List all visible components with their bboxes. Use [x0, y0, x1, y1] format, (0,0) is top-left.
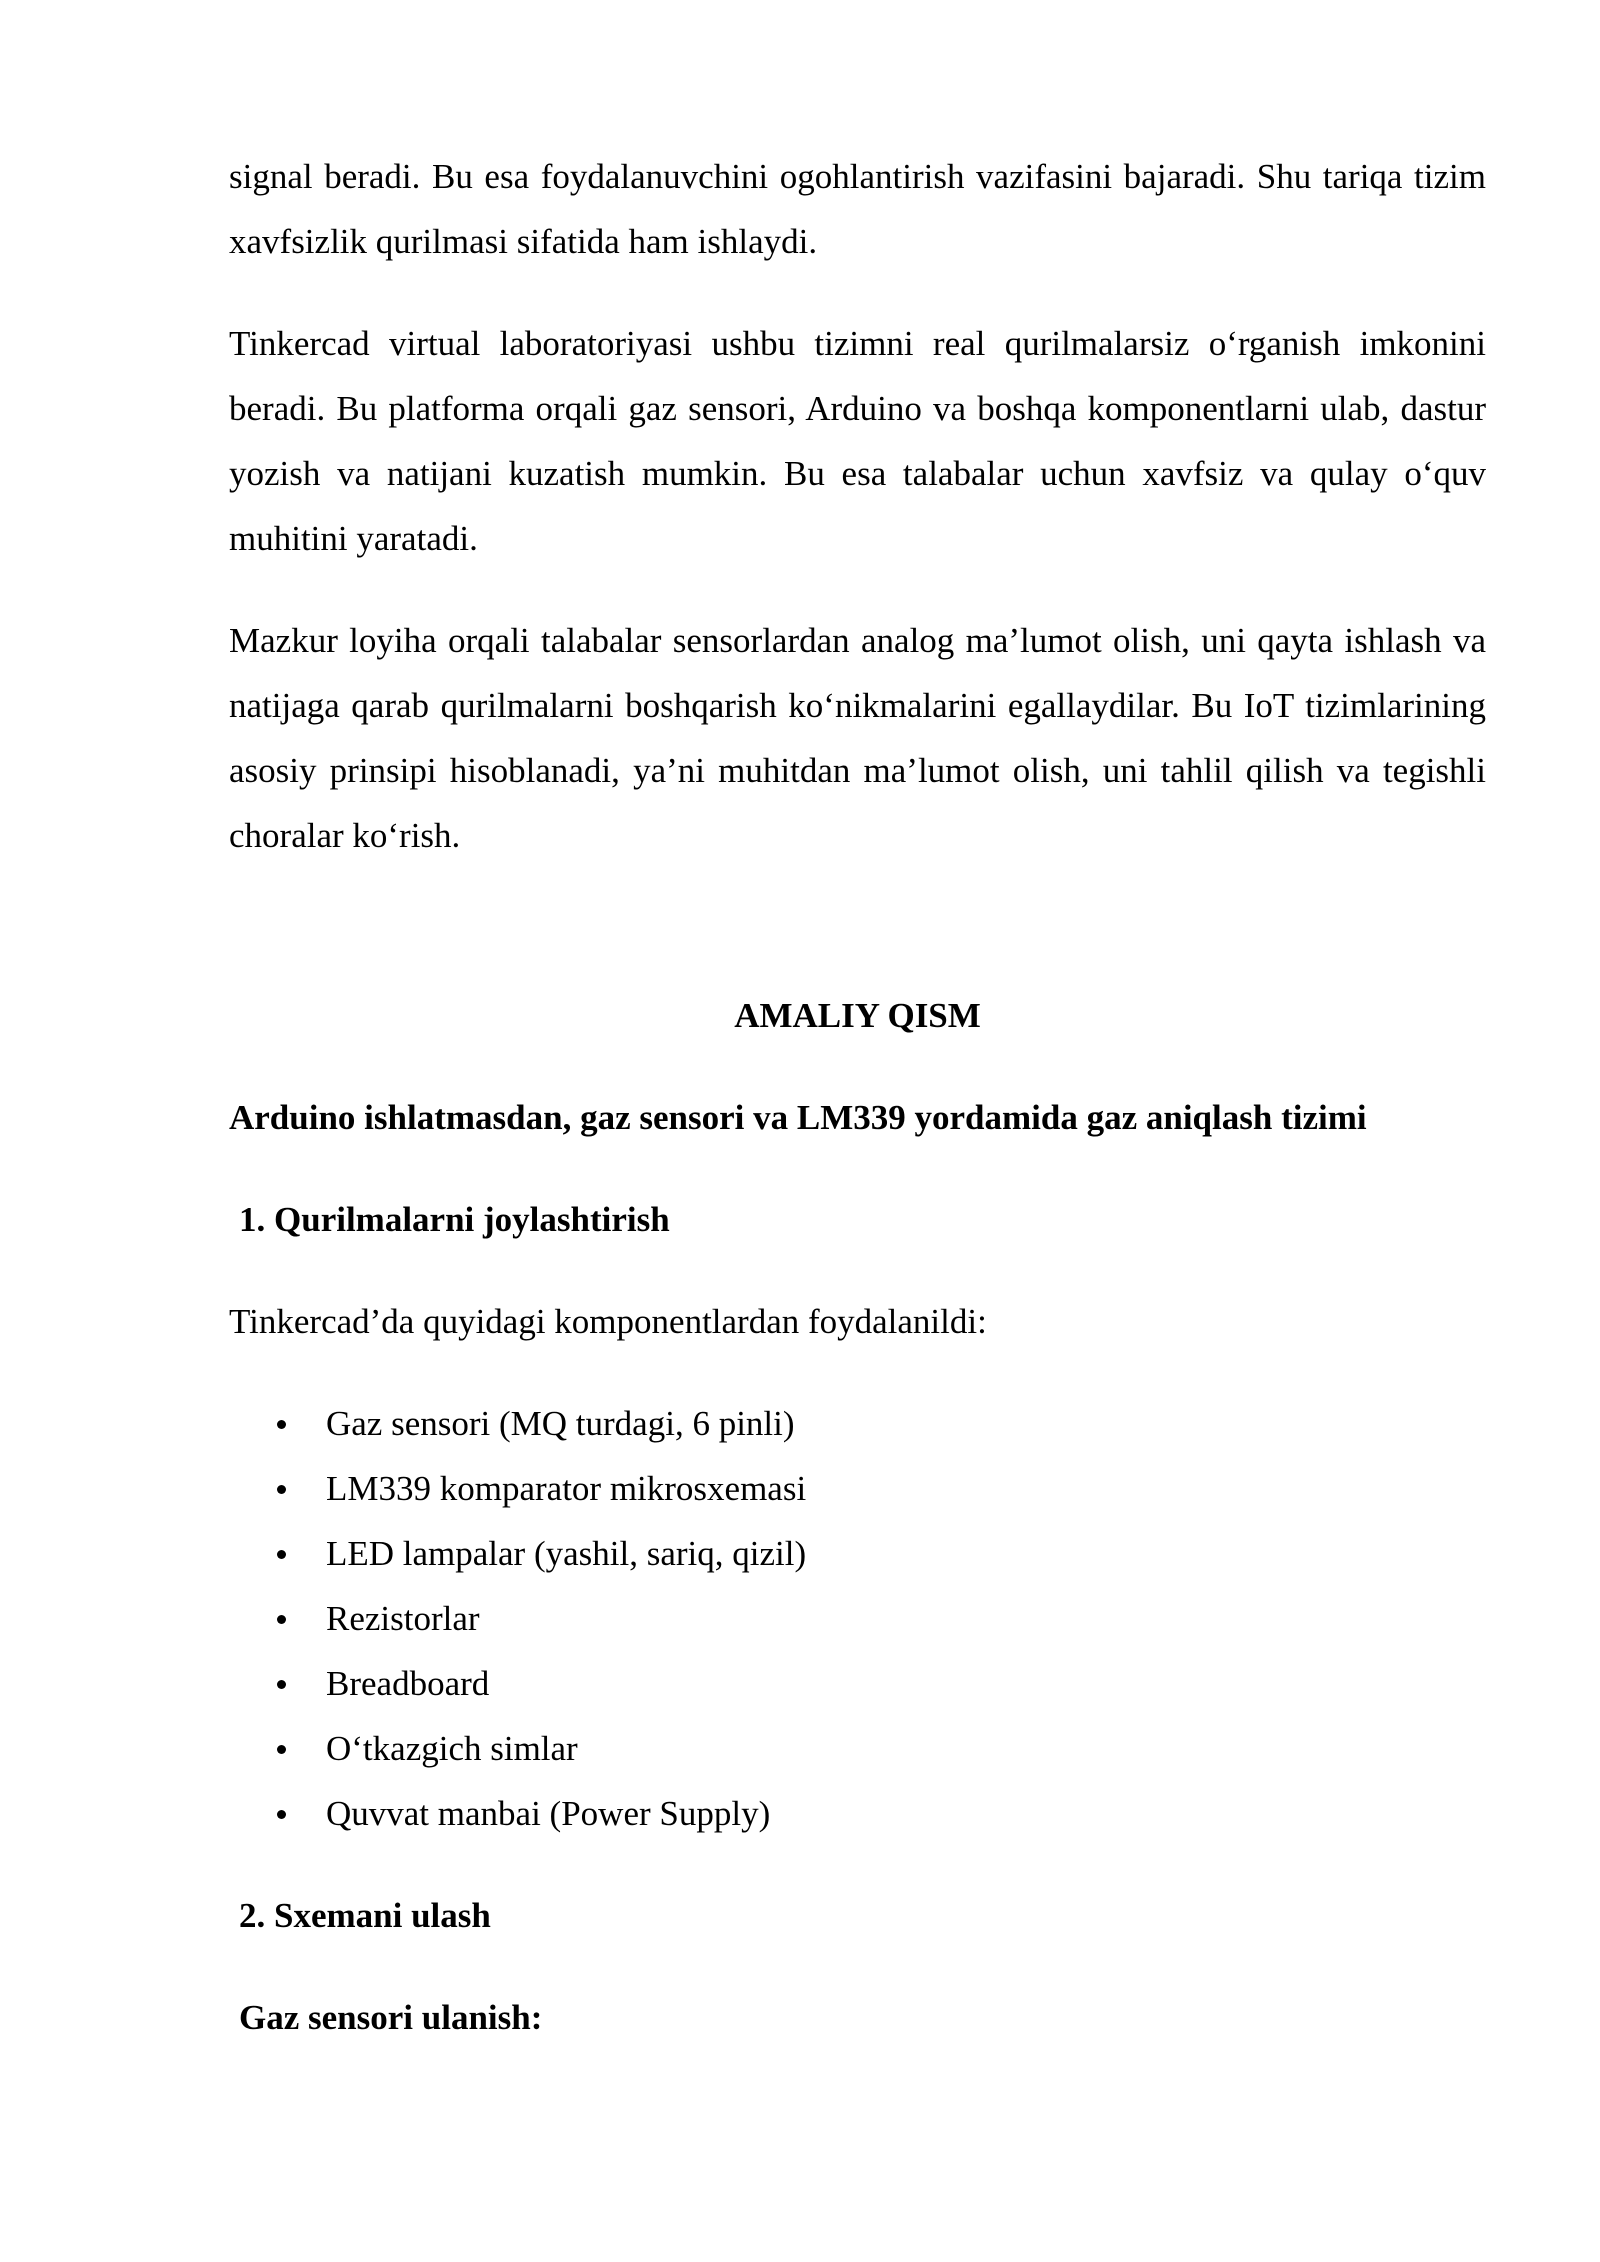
heading-sxemani: 2. Sxemani ulash: [239, 1896, 491, 1935]
list-item: [229, 1716, 1486, 1781]
list-item-text: LED lampalar (yashil, sariq, qizil): [326, 1534, 807, 1573]
list-item: [229, 1651, 1486, 1716]
list-item-text: Quvvat manbai (Power Supply): [326, 1794, 771, 1833]
list-item: [229, 1781, 1486, 1846]
section-subtitle: Arduino ishlatmasdan, gaz sensori va LM339 yordamida gaz aniqlash tizimi: [229, 1098, 1367, 1137]
bullet-icon: [277, 1485, 286, 1494]
list-item: [229, 1456, 1486, 1521]
bullet-icon: [277, 1550, 286, 1559]
document-page: [229, 144, 1486, 2050]
list-item: [229, 1586, 1486, 1651]
bullet-icon: [277, 1420, 286, 1429]
list-item-text: LM339 komparator mikrosxemasi: [326, 1469, 807, 1508]
heading-gaz-sensori: Gaz sensori ulanish:: [239, 1998, 543, 2037]
bullet-icon: [277, 1680, 286, 1689]
bullet-icon: [277, 1810, 286, 1819]
components-list: [229, 1391, 1486, 1846]
bullet-icon: [277, 1745, 286, 1754]
paragraph-signal: signal beradi. Bu esa foydalanuvchini ogohlantirish vazifasini bajaradi. Shu tariqa tizim xavfsizlik qurilmasi sifatida ham ishlaydi.: [229, 157, 1486, 261]
list-item: [229, 1391, 1486, 1456]
list-item-text: Gaz sensori (MQ turdagi, 6 pinli): [326, 1404, 795, 1443]
section-title: AMALIY QISM: [734, 996, 981, 1035]
bullet-icon: [277, 1615, 286, 1624]
paragraph-tinkercad: Tinkercad virtual laboratoriyasi ushbu tizimni real qurilmalarsiz o‘rganish imkonini beradi. Bu platforma orqali gaz sensori, Arduino va boshqa komponentlarni ulab, dastur yozish va natijani kuzatish mumkin. Bu esa talabalar uchun xavfsiz va qulay o‘quv muhitini yaratadi.: [229, 324, 1486, 558]
paragraph-mazkur: Mazkur loyiha orqali talabalar sensorlardan analog ma’lumot olish, uni qayta ishlash va natijaga qarab qurilmalarni boshqarish ko‘nikmalarini egallaydilar. Bu IoT tizimlarining asosiy prinsipi hisoblanadi, ya’ni muhitdan ma’lumot olish, uni tahlil qilish va tegishli choralar ko‘rish.: [229, 621, 1486, 855]
heading-qurilmalarni: 1. Qurilmalarni joylashtirish: [239, 1200, 670, 1239]
list-item-text: Rezistorlar: [326, 1599, 480, 1638]
list-item-text: Breadboard: [326, 1664, 490, 1703]
list-item-text: O‘tkazgich simlar: [326, 1729, 578, 1768]
components-intro: Tinkercad’da quyidagi komponentlardan foydalanildi:: [229, 1302, 987, 1341]
list-item: [229, 1521, 1486, 1586]
